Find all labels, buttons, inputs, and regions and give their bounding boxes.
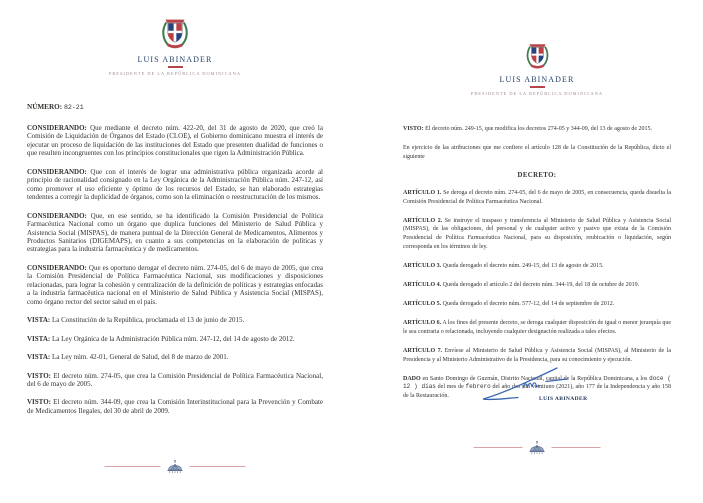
palace-dome-icon bbox=[528, 440, 547, 455]
paragraph-label: VISTO: bbox=[27, 371, 51, 380]
paragraph-text: El decreto núm. 274-05, que crea la Comisión Presidencial de Política Farmacéutica Nacional, del 6 de mayo de 2005. bbox=[27, 371, 323, 388]
paragraph-text: Que con el interés de lograr una administrativa pública organizada acorde al principio de racionalidad consignado en la Ley Orgánica de la Administración Pública núm. 247-12, así como promover el uso eficiente y óptimo de los recursos del Estado, se han elaborado estrategias tendentes a corregir la duplicidad de órganos, como son la eliminación o reestructuración de los mismos. bbox=[27, 167, 323, 202]
intro-paragraph bbox=[403, 144, 671, 162]
paragraph-text: A los fines del presente decreto, se deroga cualquier disposición de igual o menor jerarquía que le sea contraria o relacionada, incluyendo cualquier designación realizada a tales efectos. bbox=[403, 319, 671, 335]
articulo-paragraph-1 bbox=[403, 189, 671, 207]
signature-name: LUIS ABINADER bbox=[539, 396, 588, 402]
president-title: PRESIDENTE DE LA REPÚBLICA DOMINICANA bbox=[470, 91, 604, 96]
articulo-paragraph-4 bbox=[403, 281, 671, 290]
paragraph-label: ARTÍCULO 1. bbox=[403, 189, 442, 196]
paragraph-text: Se instruye el traspaso y transferencia al Ministerio de Salud Pública y Asistencia Social (MISPAS), de las obligaciones, del personal y de cualquier activo y pasivo que exista de la Comisión Presidencial de Política Farmacéutica Nacional, para su disposición, reubicación o liquidación, según corresponda en los términos de ley. bbox=[403, 217, 671, 251]
paragraph-label: ARTÍCULO 4. bbox=[403, 282, 442, 289]
paragraph-text: Queda derogado el decreto núm. 577-12, del 14 de septiembre de 2012. bbox=[441, 300, 615, 307]
footer-ornament bbox=[474, 440, 601, 455]
paragraph-text: Que, en ese sentido, se ha identificado la Comisión Presidencial de Política Farmacéutica Nacional como un órgano que duplica funciones del Ministerio de Salud Pública y Asistencia Social (MISPAS), de manera puntual de la Dirección General de Medicamentos, Alimentos y Productos Sanitarios (DIGEMAPS), en cuanto a sus competencias en la elaboración de políticas y estrategias para la industria farmacéutica y de medicamentos. bbox=[27, 211, 323, 254]
footer-ornament bbox=[105, 459, 246, 474]
typewriter-filled-day: doce ( 12 ) días bbox=[403, 374, 671, 391]
paragraph-text: El decreto núm. 344-09, que crea la Comisión Interinstitucional para la Prevención y Combate de Medicamentos Ilegales, del 30 de abril de 2009. bbox=[27, 398, 323, 415]
palace-dome-icon bbox=[166, 459, 185, 474]
articulo-paragraph-6 bbox=[403, 319, 671, 337]
considerando-paragraph-3 bbox=[27, 212, 323, 254]
considerando-paragraph-1 bbox=[27, 124, 323, 158]
red-divider-rule bbox=[530, 86, 545, 88]
paragraph-label: ARTÍCULO 6. bbox=[403, 319, 442, 326]
articulo-paragraph-7 bbox=[403, 347, 671, 365]
page-2 bbox=[403, 0, 671, 503]
vista-paragraph-3 bbox=[27, 353, 323, 361]
president-name: LUIS ABINADER bbox=[499, 75, 575, 84]
visto-paragraph-3 bbox=[403, 125, 671, 134]
paragraph-text: El decreto núm. 249-15, que modifica los decretos 274-05 y 344-09, del 13 de agosto de 2015. bbox=[423, 126, 653, 132]
visto-paragraph-2 bbox=[27, 398, 323, 415]
numero-label: NÚMERO: bbox=[27, 103, 63, 111]
paragraph-label: CONSIDERANDO: bbox=[27, 167, 87, 176]
red-divider-rule bbox=[168, 66, 183, 68]
numero-value: 82-21 bbox=[63, 104, 84, 111]
articulo-paragraph-3 bbox=[403, 262, 671, 271]
paragraph-label: VISTO: bbox=[403, 126, 424, 132]
paragraph-text: del mes de bbox=[435, 384, 466, 391]
vista-paragraph-2 bbox=[27, 335, 323, 343]
decree-number-line bbox=[27, 103, 323, 111]
paragraph-text: en Santo Domingo de Guzmán, Distrito Nacional, capital de la República Dominicana, a los bbox=[420, 375, 650, 382]
paragraph-label: ARTÍCULO 3. bbox=[403, 263, 442, 270]
considerando-paragraph-4 bbox=[27, 264, 323, 306]
president-name: LUIS ABINADER bbox=[137, 55, 213, 64]
paragraph-label: ARTÍCULO 5. bbox=[403, 300, 442, 307]
paragraph-label: ARTÍCULO 7. bbox=[403, 347, 443, 354]
paragraph-text: Se deroga el decreto núm. 274-05, del 6 de mayo de 2005, en consecuencia, queda disuelta la Comisión Presidencial de Política Farmacéutica Nacional. bbox=[403, 189, 671, 205]
coat-of-arms-icon bbox=[159, 16, 191, 51]
paragraph-text: Que mediante el decreto núm. 422-20, del 31 de agosto de 2020, que creó la Comisión de Liquidación de Órganos del Estado (CLOE), el Gobierno dominicano muestra el interés de ejecutar un proceso de liquidación de las instituciones del Estado que presenten dualidad de funciones o que resulten incongruentes con los principios constitucionales que rigen la Administración Pública. bbox=[27, 124, 323, 158]
visto-paragraph-1 bbox=[27, 372, 323, 389]
articulo-paragraph-2 bbox=[403, 217, 671, 253]
president-title: PRESIDENTE DE LA REPÚBLICA DOMINICANA bbox=[108, 71, 242, 76]
page-1 bbox=[27, 0, 323, 503]
decreto-heading: DECRETO: bbox=[517, 171, 557, 179]
paragraph-label: VISTA: bbox=[27, 334, 51, 343]
letterhead-page-2 bbox=[403, 0, 671, 96]
articulo-paragraph-5 bbox=[403, 300, 671, 309]
paragraph-label: CONSIDERANDO: bbox=[27, 263, 87, 272]
paragraph-text: La Ley núm. 42-01, General de Salud, del 8 de marzo de 2001. bbox=[50, 353, 229, 362]
footer-line-left bbox=[474, 447, 523, 448]
paragraph-label: VISTA: bbox=[27, 316, 51, 325]
footer-line-right bbox=[190, 466, 246, 467]
footer-line-right bbox=[552, 447, 601, 448]
vista-paragraph-1 bbox=[27, 316, 323, 324]
typewriter-filled-month: febrero bbox=[465, 383, 491, 391]
paragraph-text: Queda derogado el decreto núm. 249-15, del 13 de agosto de 2015. bbox=[441, 263, 604, 270]
letterhead-page-1 bbox=[27, 0, 323, 76]
paragraph-text: La Constitución de la República, proclamada el 13 de junio de 2015. bbox=[50, 316, 245, 325]
paragraph-label: DADO bbox=[403, 375, 421, 382]
paragraph-text: Envíese al Ministerio de Salud Pública y Asistencia Social (MISPAS), al Ministerio de la Presidencia y al Ministerio Administrativo de la Presidencia, para su conocimiento y ejecución. bbox=[403, 347, 671, 363]
considerando-paragraph-2 bbox=[27, 168, 323, 202]
coat-of-arms-icon bbox=[524, 41, 551, 71]
paragraph-text: Que es oportuno derogar el decreto núm. 274-05, del 6 de mayo de 2005, que crea la Comisión Presidencial de Política Farmacéutica Nacional, sus modificaciones y disposiciones relacionadas, para lograr la cohesión y centralización de la definición de políticas y estrategias enfocadas a la industria farmacéutica nacional en el Ministerio de Salud Pública y Asistencia Social (MISPAS), como órgano rector del sector salud en el país. bbox=[27, 263, 323, 306]
footer-line-left bbox=[105, 466, 161, 467]
paragraph-text: del año dos mil veintiuno (2021), año 177 de la Independencia y año 158 de la Restauración. bbox=[403, 384, 671, 400]
paragraph-label: CONSIDERANDO: bbox=[27, 211, 87, 220]
paragraph-label: VISTA: bbox=[27, 353, 51, 362]
paragraph-text: La Ley Orgánica de la Administración Pública núm. 247-12, del 14 de agosto de 2012. bbox=[50, 334, 295, 343]
paragraph-text: En ejercicio de las atribuciones que me confiere el artículo 128 de la Constitución de la República, dicto el siguiente bbox=[403, 144, 671, 160]
paragraph-label: CONSIDERANDO: bbox=[27, 124, 87, 132]
paragraph-text: Queda derogado el artículo 2 del decreto núm. 344-19, del 18 de octubre de 2019. bbox=[441, 282, 640, 289]
paragraph-label: VISTO: bbox=[27, 398, 51, 407]
paragraph-label: ARTÍCULO 2. bbox=[403, 217, 443, 224]
